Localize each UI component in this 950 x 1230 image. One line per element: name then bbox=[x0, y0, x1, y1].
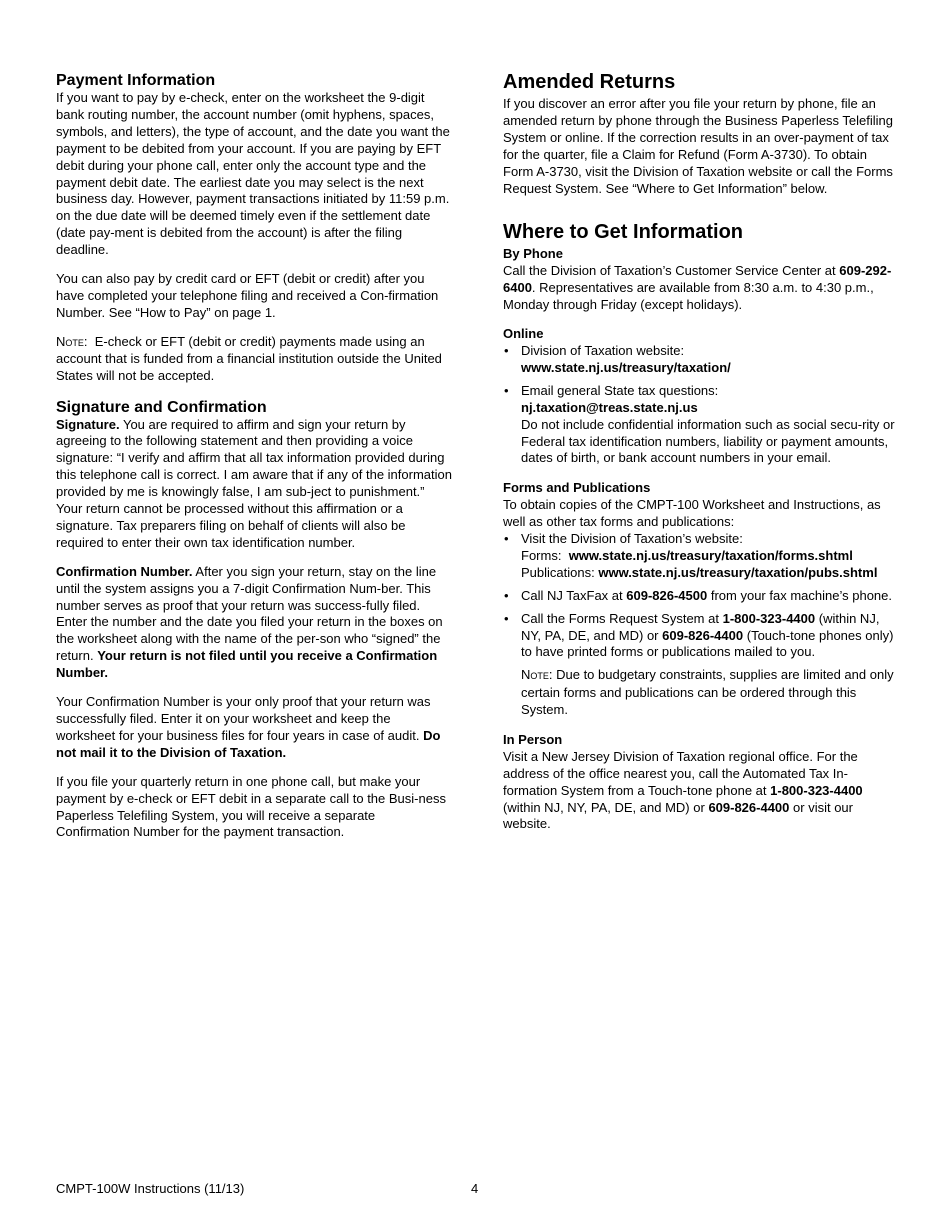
forms-list-item bbox=[503, 531, 898, 582]
in-person-heading: In Person bbox=[503, 731, 563, 747]
amended-returns-heading: Amended Returns bbox=[503, 71, 676, 93]
bullet-icon: • bbox=[504, 531, 509, 547]
bullet-icon: • bbox=[504, 342, 509, 358]
note-label: Note: bbox=[56, 333, 88, 349]
left-column bbox=[56, 0, 452, 841]
online-item-text: Division of Taxation website: bbox=[521, 342, 685, 358]
signature-label: Signature. bbox=[56, 416, 120, 432]
in-person-paragraph bbox=[503, 749, 898, 834]
proof-text: Your Confirmation Number is your only proof that your return was successfully filed. Enter it on your worksheet and keep the worksheet for your business files for four years in case of audit. bbox=[56, 694, 431, 743]
confirmation-text: After you sign your return, stay on the line until the system assigns you a 7-digit Confirmation Num-ber. This number serves as proof that your return was success-fully filed. Enter the number and the date you filed your return in the boxes on the worksheet along with the name of the per-son who “signed” the return. bbox=[56, 563, 443, 664]
proof-paragraph bbox=[56, 694, 452, 762]
forms-list-item bbox=[503, 611, 898, 662]
publications-label: Publications: bbox=[521, 564, 595, 580]
forms-item-text: Visit the Division of Taxation’s website: bbox=[521, 531, 743, 547]
taxfax-text-1: Call NJ TaxFax at bbox=[521, 587, 623, 603]
confirmation-paragraph bbox=[56, 564, 452, 682]
forms-list-item bbox=[503, 588, 898, 605]
taxfax-number: 609-826-4500 bbox=[626, 587, 708, 603]
by-phone-paragraph bbox=[503, 263, 898, 314]
signature-text: You are required to affirm and sign your return by agreeing to the following statement and then providing a voice signature: “I verify and affirm that all tax information provided during this telephone call is correct. I am aware that if any of the information provided by me is knowingly false, I am sub-ject to punishment.” Your return cannot be processed without this affirmation or a signature. Tax preparers filing on behalf of clients will also be required to enter their own tax identification number. bbox=[56, 416, 452, 550]
request-text-2: (within NJ, NY, PA, DE, and MD) or bbox=[521, 610, 880, 643]
person-text-1: Visit a New Jersey Division of Taxation regional office. For the address of the office nearest you, call the Automated Tax In-formation System from a Touch-tone phone at bbox=[503, 748, 858, 798]
email-note: Do not include confidential information such as social secu-rity or Federal tax identification numbers, liability or payment amounts, dates of birth, or bank account numbers in your email. bbox=[521, 416, 895, 466]
taxation-email-link[interactable]: nj.taxation@treas.state.nj.us bbox=[521, 399, 698, 415]
signature-confirmation-heading: Signature and Confirmation bbox=[56, 398, 267, 416]
footer-page-number: 4 bbox=[471, 1181, 479, 1196]
bullet-icon: • bbox=[504, 610, 509, 626]
note-label: Note bbox=[521, 667, 549, 683]
forms-intro: To obtain copies of the CMPT-100 Worksheet and Instructions, as well as other tax forms and publications: bbox=[503, 497, 881, 530]
separate-confirmation-paragraph: If you file your quarterly return in one phone call, but make your payment by e-check or EFT debit in a separate call to the Busi-ness Paperless Telefiling System, you will receive a separate Confirmation Number for the payment transaction. bbox=[56, 773, 446, 840]
customer-service-number: 609-292-6400 bbox=[503, 263, 892, 296]
where-to-get-information-heading: Where to Get Information bbox=[503, 221, 743, 244]
request-text-3: (Touch-tone phones only) to have printed forms or publications mailed to you. bbox=[521, 627, 894, 660]
taxfax-text-2: from your fax machine’s phone. bbox=[710, 587, 892, 603]
online-list-item bbox=[503, 383, 898, 468]
forms-note bbox=[503, 666, 898, 719]
forms-request-number: 1-800-323-4400 bbox=[722, 610, 816, 626]
automated-info-number: 1-800-323-4400 bbox=[770, 782, 863, 798]
forms-label: Forms: bbox=[521, 547, 562, 563]
taxation-website-link[interactable]: www.state.nj.us/treasury/taxation/ bbox=[521, 359, 731, 375]
confirmation-bold-text: Your return is not filed until you receive a Confirmation Number. bbox=[56, 648, 438, 681]
forms-request-local-number: 609-826-4400 bbox=[662, 627, 744, 643]
person-text-3: or visit our website. bbox=[503, 799, 853, 832]
person-text-2: (within NJ, NY, PA, DE, and MD) or bbox=[503, 799, 705, 815]
footer-form-id: CMPT-100W Instructions (11/13) bbox=[56, 1181, 245, 1196]
phone-text-2: . Representatives are available from 8:30 a.m. to 4:30 p.m., Monday through Friday (except holidays). bbox=[503, 280, 874, 313]
by-phone-heading: By Phone bbox=[503, 246, 563, 262]
amended-returns-paragraph: If you discover an error after you file your return by phone, file an amended return by phone through the Business Paperless Telefiling System or online. If the correction results in an over-payment of tax for the quarter, file a Claim for Refund (Form A-3730). To obtain Form A-3730, visit the Division of Taxation website or call the Forms Request System. See “Where to Get Information” below. bbox=[503, 96, 894, 196]
right-column bbox=[503, 0, 898, 833]
signature-paragraph bbox=[56, 417, 452, 552]
request-text-1: Call the Forms Request System at bbox=[521, 610, 719, 626]
bullet-icon: • bbox=[504, 382, 509, 398]
forms-note-text: : Due to budgetary constraints, supplies are limited and only certain forms and publications can be ordered through this System. bbox=[521, 667, 894, 718]
payment-paragraph-2: You can also pay by credit card or EFT (debit or credit) after you have completed your telephone filing and received a Con-firmation Number. See “How to Pay” on page 1. bbox=[56, 271, 439, 320]
online-heading: Online bbox=[503, 326, 544, 342]
payment-note-text: E-check or EFT (debit or credit) payments made using an account that is funded from a financial institution outside the United States will not be accepted. bbox=[56, 333, 442, 383]
bullet-icon: • bbox=[504, 587, 509, 603]
payment-information-heading: Payment Information bbox=[56, 72, 216, 89]
phone-text-1: Call the Division of Taxation’s Customer Service Center at bbox=[503, 263, 836, 279]
online-list-item bbox=[503, 343, 898, 377]
payment-paragraph-1: If you want to pay by e-check, enter on the worksheet the 9-digit bank routing number, the account number (omit hyphens, spaces, symbols, and letters), the type of account, and the date you want the payment to be debited from your account. If you are paying by EFT debit during your phone call, enter only the account type and the payment debit date. The earliest date you may select is the next business day. However, payment transactions initiated by 11:59 p.m. on the due date will be deemed timely even if the settlement date (date pay-ment is debited from the account) is after the filing deadline. bbox=[56, 90, 450, 258]
confirmation-label: Confirmation Number. bbox=[56, 563, 193, 579]
proof-bold-text: Do not mail it to the Division of Taxation. bbox=[56, 727, 441, 760]
online-item-text: Email general State tax questions: bbox=[521, 382, 719, 398]
payment-note bbox=[56, 334, 452, 385]
automated-info-local-number: 609-826-4400 bbox=[708, 799, 790, 815]
forms-publications-heading: Forms and Publications bbox=[503, 480, 651, 496]
publications-link[interactable]: www.state.nj.us/treasury/taxation/pubs.shtml bbox=[598, 564, 878, 580]
forms-link[interactable]: www.state.nj.us/treasury/taxation/forms.shtml bbox=[568, 547, 853, 563]
